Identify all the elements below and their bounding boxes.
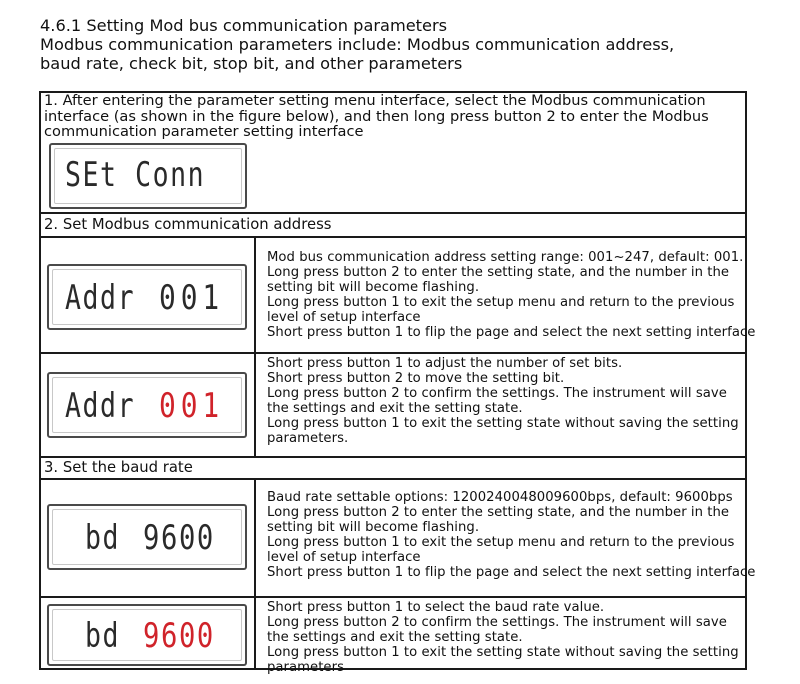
- step2-label-row: [41, 214, 745, 238]
- settings-table: [39, 91, 756, 675]
- section-heading: [40, 16, 760, 73]
- step3-desc-a: [267, 490, 756, 580]
- section-title: 4.6.1 Setting Mod bus communication parameters: [40, 16, 448, 35]
- desc-line: Long press button 2 to confirm the settings. The instrument will save: [267, 615, 727, 630]
- desc-line: Long press button 2 to enter the setting state, and the number in the: [267, 265, 730, 280]
- lcd-baud: [47, 504, 247, 570]
- step2-row-a: [41, 238, 756, 354]
- desc-line: Mod bus communication address setting range: 001~247, default: 001.: [267, 250, 744, 265]
- desc-line: parameters.: [267, 431, 349, 446]
- desc-line: setting bit will become flashing.: [267, 280, 480, 295]
- step3-row-a: [41, 480, 756, 598]
- lcd-baud-name: bd: [85, 518, 121, 558]
- desc-line: Long press button 1 to exit the setup menu and return to the previous: [267, 535, 735, 550]
- desc-line: Short press button 1 to select the baud rate value.: [267, 600, 605, 615]
- desc-line: Long press button 1 to exit the setting state without saving the setting: [267, 645, 739, 660]
- lcd-addr-name: Addr: [65, 278, 136, 318]
- lcd-baud-name: bd: [85, 616, 121, 656]
- lcd-addr: [47, 264, 247, 330]
- lcd-cell: [41, 238, 256, 352]
- lcd-baud-value: 9600: [143, 518, 215, 558]
- lcd-editing-digits: 001: [159, 386, 225, 426]
- lcd-addr-name: Addr: [65, 386, 136, 426]
- step3-row-b: [41, 598, 745, 675]
- desc-line: Short press button 2 to move the setting bit.: [267, 371, 565, 386]
- step3-label: 3. Set the baud rate: [44, 459, 193, 476]
- step1-line-1: 1. After entering the parameter setting menu interface, select the Modbus communication: [44, 92, 706, 109]
- step1-text: [44, 93, 744, 140]
- step2-label: 2. Set Modbus communication address: [44, 216, 332, 233]
- lcd-addr-value-editing: [159, 386, 224, 426]
- lcd-baud-editing: [47, 604, 247, 666]
- desc-line: Short press button 1 to adjust the number of set bits.: [267, 356, 623, 371]
- desc-line: Baud rate settable options: 1200240048009600bps, default: 9600bps: [267, 490, 733, 505]
- lcd-baud-value-editing: 9600: [143, 616, 215, 656]
- desc-line: setting bit will become flashing.: [267, 520, 480, 535]
- desc-line: Short press button 1 to flip the page and select the next setting interface: [267, 565, 756, 580]
- step1-row: [41, 93, 745, 214]
- intro-line-2: baud rate, check bit, stop bit, and other parameters: [40, 54, 463, 73]
- step3-label-row: [41, 458, 745, 480]
- lcd-addr-value: 001: [159, 278, 225, 318]
- lcd-cell: [41, 598, 256, 668]
- step2-row-b: [41, 354, 745, 458]
- desc-line: Short press button 1 to flip the page and select the next setting interface: [267, 325, 756, 340]
- step2-desc-a: [267, 250, 756, 340]
- desc-line: Long press button 1 to exit the setting state without saving the setting: [267, 416, 739, 431]
- desc-line: the settings and exit the setting state.: [267, 401, 523, 416]
- desc-line: parameters: [267, 660, 344, 675]
- desc-line: Long press button 1 to exit the setup menu and return to the previous: [267, 295, 735, 310]
- step2-desc-b: [267, 356, 745, 446]
- step1-line-3: communication parameter setting interface: [44, 123, 364, 140]
- desc-line: the settings and exit the setting state.: [267, 630, 523, 645]
- lcd-cell: [41, 480, 256, 596]
- intro-line-1: Modbus communication parameters include: Modbus communication address,: [40, 35, 675, 54]
- lcd-cell: [41, 354, 256, 456]
- lcd-set-comm-text: SEt Conn: [65, 155, 206, 195]
- lcd-set-comm: [49, 143, 247, 209]
- desc-line: level of setup interface: [267, 310, 421, 325]
- desc-line: level of setup interface: [267, 550, 421, 565]
- desc-line: Long press button 2 to enter the setting state, and the number in the: [267, 505, 730, 520]
- desc-line: Long press button 2 to confirm the settings. The instrument will save: [267, 386, 727, 401]
- step3-desc-b: [267, 600, 745, 675]
- lcd-addr-editing: [47, 372, 247, 438]
- step1-line-2: interface (as shown in the figure below), and then long press button 2 to enter the Modbus: [44, 107, 709, 125]
